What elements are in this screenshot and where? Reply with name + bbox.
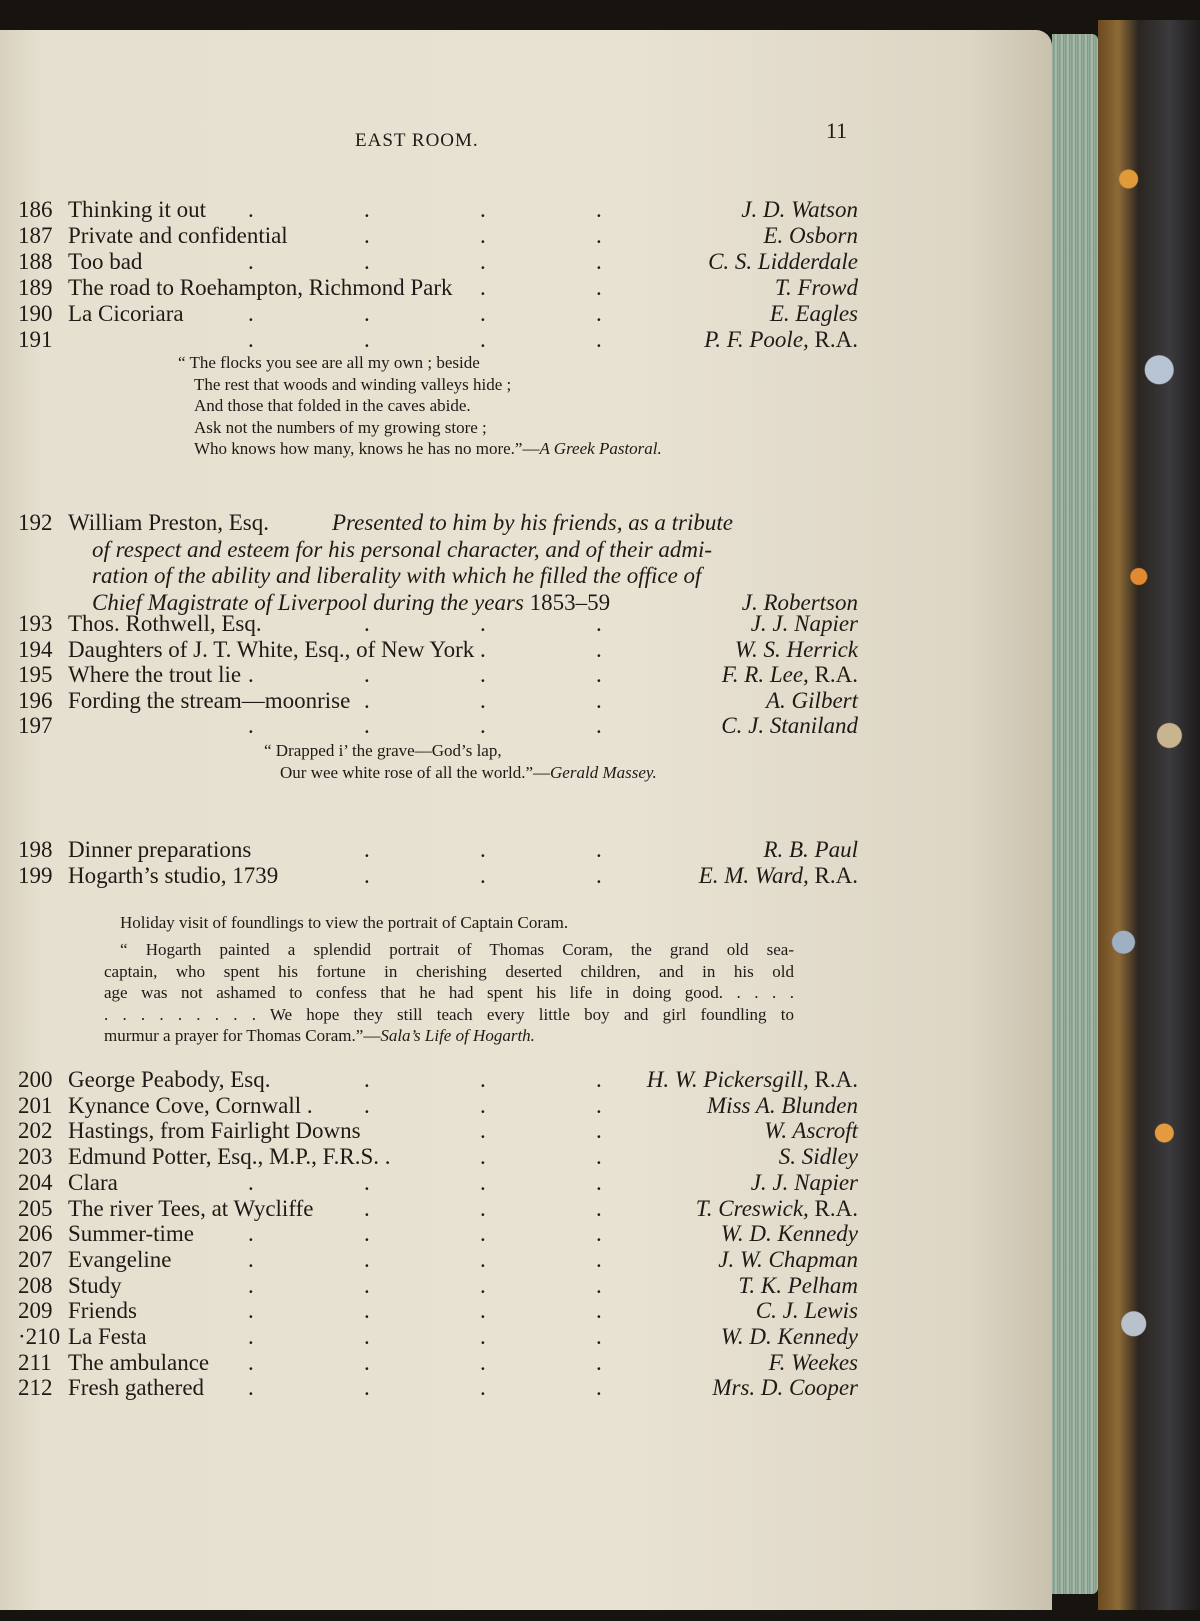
entry-number: 201 <box>18 1092 53 1118</box>
leader-dot: . <box>248 249 254 274</box>
quote-191 <box>178 352 662 460</box>
entry-number: 200 <box>18 1067 53 1092</box>
leader-dot: . <box>248 1375 254 1401</box>
entry-artist: T. Frowd <box>774 275 858 300</box>
entry-artist: W. Ascroft <box>764 1118 858 1144</box>
leader-dot: . <box>248 662 254 687</box>
entry-number: 208 <box>18 1272 53 1298</box>
leader-dot: . <box>364 1169 370 1195</box>
entry-number: 206 <box>18 1221 53 1247</box>
catalogue-entry <box>18 1117 858 1145</box>
entry-title: Thos. Rothwell, Esq. <box>68 611 262 636</box>
quote-source: Gerald Massey. <box>550 762 657 782</box>
entry-number: 207 <box>18 1246 53 1272</box>
leader-dot: . <box>480 223 486 248</box>
leader-dot: . <box>364 863 370 888</box>
entry-artist: Miss A. Blunden <box>707 1092 858 1118</box>
entry-artist: P. F. Poole, R.A. <box>704 327 858 352</box>
leader-dot: . <box>248 301 254 326</box>
catalogue-entry <box>18 1323 858 1351</box>
leader-dot: . <box>248 1272 254 1298</box>
entry-title: Private and confidential <box>68 223 288 248</box>
entry-artist: W. D. Kennedy <box>720 1324 858 1349</box>
quote-line: captain, who spent his fortune in cherishing deserted children, and in his old <box>104 961 794 981</box>
leader-dot: . <box>596 662 602 687</box>
leader-dot: . <box>480 662 486 687</box>
entry-title: Friends <box>68 1298 137 1324</box>
entry-number: 193 <box>18 611 53 636</box>
entry-192 <box>18 510 858 616</box>
entry-artist: Mrs. D. Cooper <box>712 1375 858 1401</box>
leader-dot: . <box>480 301 486 326</box>
page-edges <box>1052 34 1098 1594</box>
leader-dot: . <box>480 249 486 274</box>
entry-number: 205 <box>18 1195 53 1221</box>
entry-title: Study <box>68 1272 122 1298</box>
entry-number: 203 <box>18 1144 53 1170</box>
leader-dot: . <box>364 713 370 738</box>
quote-line: murmur a prayer for Thomas Coram.”—Sala’s Life of Hogarth. <box>104 1026 535 1045</box>
leader-dot: . <box>596 1349 602 1375</box>
leader-dot: . <box>596 1246 602 1272</box>
leader-dot: . <box>364 837 370 862</box>
leader-dot: . <box>248 1349 254 1375</box>
quote-line: The rest that woods and winding valleys hide ; <box>194 374 512 394</box>
entry-artist: F. R. Lee, R.A. <box>721 662 858 687</box>
entry-number: 202 <box>18 1118 53 1144</box>
quote-source: A Greek Pastoral. <box>539 439 662 458</box>
catalogue-page <box>0 30 1052 1610</box>
artist-suffix: R.A. <box>814 1195 858 1221</box>
entry-artist: A. Gilbert <box>766 687 858 713</box>
leader-dot: . <box>364 662 370 687</box>
leader-dot: . <box>248 1246 254 1272</box>
entry-number: 197 <box>18 713 53 738</box>
entry-number: 199 <box>18 863 53 888</box>
entry-artist: S. Sidley <box>778 1144 858 1170</box>
leader-dot: . <box>480 1298 486 1324</box>
entry-number: 190 <box>18 301 53 326</box>
leader-dot: . <box>596 249 602 274</box>
quote-line: “ Drapped i’ the grave—God’s lap, <box>264 741 502 760</box>
catalogue-entry <box>18 248 858 276</box>
entry-title: William Preston, Esq. <box>68 510 269 535</box>
leader-dot: . <box>364 1349 370 1375</box>
entry-number: 204 <box>18 1169 53 1195</box>
entry-title: The ambulance <box>68 1349 210 1375</box>
entry-title: Evangeline <box>68 1246 172 1272</box>
leader-dot: . <box>364 1298 370 1324</box>
catalogue-entry <box>18 326 858 354</box>
catalogue-entry <box>18 1246 858 1274</box>
entry-artist: E. M. Ward, R.A. <box>698 863 858 888</box>
quote-line: And those that folded in the caves abide. <box>194 396 471 415</box>
leader-dot: . <box>480 1144 486 1170</box>
catalogue-entry <box>18 1349 858 1377</box>
entry-artist: C. S. Lidderdale <box>708 249 858 274</box>
entry-number: 194 <box>18 636 53 662</box>
artist-suffix: R.A. <box>814 863 858 888</box>
leader-dot: . <box>480 1067 486 1092</box>
leader-dot: . <box>596 713 602 738</box>
artist-suffix: R.A. <box>814 327 858 352</box>
leader-dot: . <box>596 223 602 248</box>
entry-title: La Festa <box>68 1324 147 1349</box>
artist-suffix: R.A. <box>814 1067 858 1092</box>
leader-dot: . <box>364 249 370 274</box>
entry-artist: T. Creswick, R.A. <box>695 1195 858 1221</box>
entry-title: George Peabody, Esq. <box>68 1067 271 1092</box>
catalogue-entry <box>18 1169 858 1197</box>
leader-dot: . <box>480 1092 486 1118</box>
page-number: 11 <box>826 118 848 143</box>
quote-line: Our wee white rose of all the world.”—Gerald Massey. <box>280 762 657 782</box>
leader-dot: . <box>596 1067 602 1092</box>
leader-dot: . <box>480 863 486 888</box>
entry-artist: J. D. Watson <box>741 197 858 222</box>
quote-197 <box>264 740 657 783</box>
running-head: EAST ROOM. <box>355 130 479 151</box>
entry-description: Presented to him by his friends, as a tribute <box>332 510 733 535</box>
leader-dot: . <box>248 1221 254 1247</box>
leader-dot: . <box>248 1298 254 1324</box>
entry-artist: J. W. Chapman <box>718 1246 858 1272</box>
entry-title: Dinner preparations <box>68 837 252 862</box>
leader-dot: . <box>480 1169 486 1195</box>
leader-dot: . <box>364 611 370 636</box>
leader-dot: . <box>596 197 602 222</box>
caption-199: Holiday visit of foundlings to view the portrait of Captain Coram. <box>120 913 569 932</box>
leader-dot: . <box>248 1169 254 1195</box>
quote-source: Sala’s Life of Hogarth. <box>380 1026 535 1045</box>
leader-dot: . <box>596 1272 602 1298</box>
entry-number: 211 <box>18 1349 52 1375</box>
quote-line: “ Hogarth painted a splendid portrait of Thomas Coram, the grand old sea- <box>120 940 794 959</box>
entry-number: ·210 <box>18 1324 61 1349</box>
leader-dot: . <box>596 275 602 300</box>
catalogue-entry <box>18 636 858 664</box>
catalogue-entry <box>18 1220 858 1248</box>
entry-title: La Cicoriara <box>68 301 184 326</box>
entry-artist: J. Robertson <box>741 589 858 615</box>
entry-artist: T. K. Pelham <box>738 1272 858 1298</box>
entry-title: Clara <box>68 1169 118 1195</box>
leader-dot: . <box>480 1324 486 1349</box>
leader-dot: . <box>480 1349 486 1375</box>
entry-description: Chief Magistrate of Liverpool during the years <box>92 589 524 615</box>
entry-title: The road to Roehampton, Richmond Park <box>68 275 453 300</box>
catalogue-entry <box>18 1066 858 1094</box>
entry-artist: R. B. Paul <box>763 837 858 862</box>
leader-dot: . <box>364 327 370 352</box>
leader-dot: . <box>248 713 254 738</box>
leader-dot: . <box>480 1118 486 1144</box>
leader-dot: . <box>364 197 370 222</box>
leader-dot: . <box>248 327 254 352</box>
leader-dot: . <box>596 1324 602 1349</box>
catalogue-entry <box>18 300 858 328</box>
leader-dot: . <box>596 1298 602 1324</box>
leader-dot: . <box>596 1195 602 1221</box>
leader-dot: . <box>364 1221 370 1247</box>
leader-dot: . <box>364 1246 370 1272</box>
catalogue-entry <box>18 274 858 302</box>
leader-dot: . <box>364 1272 370 1298</box>
leader-dot: . <box>480 837 486 862</box>
entry-artist: W. S. Herrick <box>734 636 858 662</box>
leader-dot: . <box>364 223 370 248</box>
entry-title: Hastings, from Fairlight Downs <box>68 1118 361 1144</box>
leader-dot: . <box>364 1067 370 1092</box>
leader-dot: . <box>596 1221 602 1247</box>
leader-dot: . <box>596 1144 602 1170</box>
entry-title: Kynance Cove, Cornwall . <box>68 1092 313 1118</box>
entry-title: Where the trout lie <box>68 662 242 687</box>
catalogue-entry <box>18 661 858 689</box>
leader-dot: . <box>596 1092 602 1118</box>
leader-dot: . <box>364 687 370 713</box>
leader-dot: . <box>596 611 602 636</box>
leader-dot: . <box>596 1375 602 1401</box>
entry-title: Fording the stream—moonrise <box>68 687 351 713</box>
entry-title: Fresh gathered <box>68 1375 205 1401</box>
leader-dot: . <box>480 1375 486 1401</box>
leader-dot: . <box>480 611 486 636</box>
entry-artist: W. D. Kennedy <box>720 1221 858 1247</box>
entry-title: Hogarth’s studio, 1739 <box>68 863 279 888</box>
leader-dot: . <box>364 1092 370 1118</box>
quote-line: Who knows how many, knows he has no more.”—A Greek Pastoral. <box>194 439 662 458</box>
catalogue-entry <box>18 1092 858 1120</box>
leader-dot: . <box>596 1118 602 1144</box>
leader-dot: . <box>480 713 486 738</box>
entry-title: Summer-time <box>68 1221 195 1247</box>
entry-years: 1853–59 <box>529 589 611 615</box>
catalogue-entry <box>18 1297 858 1325</box>
entry-number: 196 <box>18 687 53 713</box>
leader-dot: . <box>364 1195 370 1221</box>
entry-title: Thinking it out <box>68 197 206 222</box>
entry-artist: E. Eagles <box>769 301 858 326</box>
entry-number: 186 <box>18 197 53 222</box>
entry-number: 212 <box>18 1375 53 1401</box>
leader-dot: . <box>596 327 602 352</box>
entry-artist: C. J. Staniland <box>721 713 858 738</box>
entry-number: 188 <box>18 249 53 274</box>
quote-line: age was not ashamed to confess that he had spent his life in doing good. . . . . <box>104 983 794 1002</box>
leader-dot: . <box>364 1324 370 1349</box>
catalogue-entry <box>18 687 858 715</box>
entry-title: Daughters of J. T. White, Esq., of New York <box>68 636 475 662</box>
entry-number: 209 <box>18 1298 53 1324</box>
catalogue-entry <box>18 610 858 638</box>
leader-dot: . <box>596 837 602 862</box>
leader-dot: . <box>480 1195 486 1221</box>
leader-dot: . <box>480 636 486 662</box>
entry-artist: J. J. Napier <box>750 611 858 636</box>
entry-description: of respect and esteem for his personal character, and of their admi- <box>92 536 713 562</box>
leader-dot: . <box>480 1272 486 1298</box>
quote-line: . . . . . . . . . We hope they still teach every little boy and girl foundling to <box>104 1004 794 1024</box>
leader-dot: . <box>480 1221 486 1247</box>
entry-artist: E. Osborn <box>763 223 858 248</box>
catalogue-entry <box>18 712 858 740</box>
leader-dot: . <box>596 1169 602 1195</box>
catalogue-entry <box>18 1272 858 1300</box>
entry-number: 191 <box>18 327 53 352</box>
entry-number: 198 <box>18 837 53 862</box>
leader-dot: . <box>248 1324 254 1349</box>
leader-dot: . <box>596 863 602 888</box>
catalogue-entry <box>18 836 858 864</box>
leader-dot: . <box>480 687 486 713</box>
catalogue-entry <box>18 862 858 890</box>
entry-number: 192 <box>18 510 53 535</box>
catalogue-entry <box>18 1143 858 1171</box>
entry-number: 195 <box>18 662 53 687</box>
quote-line: Ask not the numbers of my growing store ; <box>194 417 487 437</box>
catalogue-entry <box>18 1195 858 1223</box>
entry-title: The river Tees, at Wycliffe <box>68 1195 314 1221</box>
leader-dot: . <box>480 197 486 222</box>
leader-dot: . <box>596 301 602 326</box>
entry-title: Too bad <box>68 249 143 274</box>
leader-dot: . <box>248 197 254 222</box>
quote-line: “ The flocks you see are all my own ; beside <box>178 353 480 372</box>
entry-number: 189 <box>18 275 53 300</box>
leader-dot: . <box>596 687 602 713</box>
entry-artist: H. W. Pickersgill, R.A. <box>646 1067 858 1092</box>
catalogue-entry <box>18 1374 858 1402</box>
entry-title: Edmund Potter, Esq., M.P., F.R.S. . <box>68 1144 391 1170</box>
entry-artist: J. J. Napier <box>750 1169 858 1195</box>
leader-dot: . <box>480 327 486 352</box>
quote-199 <box>104 939 794 1047</box>
artist-suffix: R.A. <box>814 662 858 687</box>
leader-dot: . <box>364 1375 370 1401</box>
catalogue-entry <box>18 196 858 224</box>
entry-number: 187 <box>18 223 53 248</box>
leader-dot: . <box>364 301 370 326</box>
leader-dot: . <box>480 1246 486 1272</box>
leader-dot: . <box>480 275 486 300</box>
entry-artist: F. Weekes <box>768 1349 858 1375</box>
entry-artist: C. J. Lewis <box>755 1298 858 1324</box>
catalogue-entry <box>18 222 858 250</box>
book-cover-marbled <box>1098 20 1200 1610</box>
leader-dot: . <box>596 636 602 662</box>
entry-description: ration of the ability and liberality with which he filled the office of <box>92 563 702 588</box>
